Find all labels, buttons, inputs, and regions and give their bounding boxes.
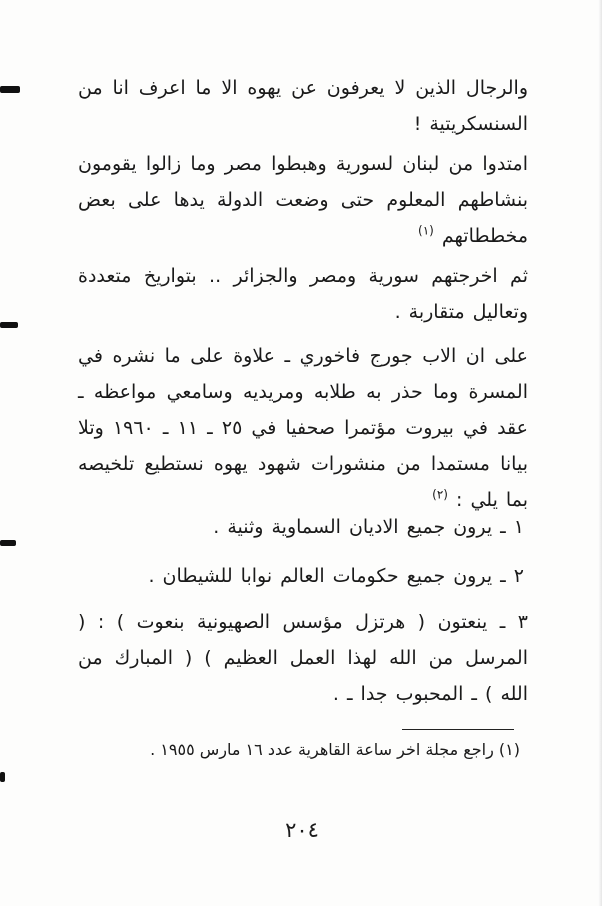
paragraph-3-text: ثم اخرجتهم سورية ومصر والجزائر .. بتواريخ متعددة وتعاليل متقاربة .: [78, 265, 528, 323]
footnote: (١) راجع مجلة اخر ساعة القاهرية عدد ١٦ مارس ١٩٥٥ .: [150, 740, 520, 759]
paragraph-4: [78, 338, 528, 518]
binding-mark: [0, 322, 18, 328]
paragraph-1-text: والرجال الذين لا يعرفون عن يهوه الا ما اعرف انا من السنسكريتية !: [78, 77, 528, 135]
paragraph-2-text: امتدوا من لبنان لسورية وهبطوا مصر وما زالوا يقومون بنشاطهم المعلوم حتى وضعت الدولة يدها على بعض مخططاتهم: [78, 153, 528, 247]
list-item-2: ٢ ـ يرون جميع حكومات العالم نوابا للشيطان .: [148, 565, 524, 587]
paragraph-3: [78, 258, 528, 330]
footnote-divider: [402, 729, 514, 730]
binding-mark: [0, 86, 20, 93]
binding-mark: [0, 772, 5, 782]
footnote-ref-1: (١): [418, 223, 434, 238]
paragraph-2: [78, 146, 528, 254]
list-item-3: ٣ ـ ينعتون ( هرتزل مؤسس الصهيونية بنعوت ) : ( المرسل من الله لهذا العمل العظيم ) ( المبارك من الله ) ـ المحبوب جدا ـ .: [78, 611, 528, 705]
page-edge: [598, 0, 602, 906]
paragraph-1: [78, 70, 528, 142]
page-number: ٢٠٤: [285, 818, 319, 842]
footnote-ref-2: (٢): [432, 487, 448, 502]
paragraph-4-text: على ان الاب جورج فاخوري ـ علاوة على ما نشره في المسرة وما حذر به طلابه ومريديه وسامعي مواعظه ـ عقد في بيروت مؤتمرا صحفيا في ٢٥ ـ ١١ ـ ١٩٦٠ وتلا بيانا مستمدا من منشورات شهود يهوه نستطيع تلخيصه بما يلي :: [78, 345, 528, 511]
list-item-1: ١ ـ يرون جميع الاديان السماوية وثنية .: [213, 516, 524, 538]
binding-mark: [0, 540, 16, 546]
